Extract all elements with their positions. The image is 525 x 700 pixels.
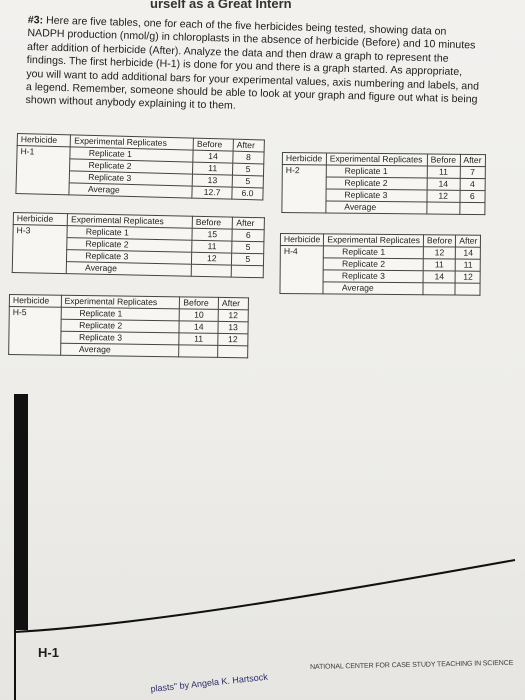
before-value: 11 <box>423 259 455 271</box>
before-value: 15 <box>192 228 233 241</box>
col-replicates: Experimental Replicates <box>324 234 424 247</box>
after-value: 5 <box>232 163 263 176</box>
col-herbicide: Herbicide <box>280 234 323 246</box>
before-value: 14 <box>427 178 460 190</box>
row-label: Replicate 1 <box>70 147 193 162</box>
herbicide-id: H-1 <box>16 146 71 195</box>
after-value: 5 <box>232 175 263 188</box>
row-label: Average <box>323 282 423 295</box>
row-label: Replicate 3 <box>60 331 179 345</box>
after-value: 6.0 <box>232 187 263 200</box>
before-value: 13 <box>192 174 232 187</box>
footer-attribution: plasts" by Angela K. Hartsock <box>150 671 269 694</box>
footer-publisher: NATIONAL CENTER FOR CASE STUDY TEACHING IN SCIENCE <box>310 659 514 671</box>
before-value <box>191 264 232 277</box>
row-label: Average <box>69 183 192 198</box>
col-replicates: Experimental Replicates <box>61 295 180 309</box>
col-herbicide: Herbicide <box>13 213 67 226</box>
herbicide-table-h4 <box>279 233 481 296</box>
col-after: After <box>233 217 265 230</box>
row-label: Replicate 3 <box>326 189 427 202</box>
row-label: Average <box>60 343 179 357</box>
col-before: Before <box>423 235 455 247</box>
row-label: Replicate 1 <box>326 165 427 178</box>
herbicide-table-h3 <box>12 212 265 278</box>
col-herbicide: Herbicide <box>282 153 326 165</box>
before-value: 14 <box>423 271 455 283</box>
before-value: 12.7 <box>192 186 232 199</box>
after-value <box>455 283 480 295</box>
col-replicates: Experimental Replicates <box>326 153 427 166</box>
herbicide-table-h2 <box>281 152 486 215</box>
col-replicates: Experimental Replicates <box>67 214 192 229</box>
after-value: 12 <box>218 333 248 345</box>
before-value: 10 <box>180 309 219 322</box>
page-header: urself as a Great Intern <box>150 0 292 11</box>
herbicide-id: H-2 <box>282 165 326 213</box>
before-value <box>423 283 455 295</box>
after-value: 14 <box>456 247 481 259</box>
col-before: Before <box>180 297 219 310</box>
col-before: Before <box>427 154 460 166</box>
before-value: 11 <box>427 166 460 178</box>
before-value: 14 <box>179 321 218 334</box>
before-value: 11 <box>192 240 233 253</box>
x-axis-label: H-1 <box>38 645 59 660</box>
table-header-row <box>280 234 481 248</box>
after-value: 5 <box>232 241 264 254</box>
after-value <box>232 265 264 278</box>
row-label: Replicate 1 <box>61 307 180 321</box>
row-label: Replicate 2 <box>323 258 423 271</box>
after-value: 4 <box>460 178 486 190</box>
row-label: Replicate 3 <box>70 171 193 186</box>
table-row <box>282 165 485 179</box>
col-after: After <box>218 297 248 309</box>
question-prompt <box>25 14 482 121</box>
after-value: 5 <box>232 253 264 266</box>
row-label: Replicate 2 <box>67 238 192 253</box>
x-axis-line <box>15 560 515 632</box>
after-value: 6 <box>459 190 485 202</box>
col-herbicide: Herbicide <box>17 134 71 147</box>
after-value: 12 <box>218 309 248 321</box>
before-value: 11 <box>179 333 218 346</box>
table-row <box>280 246 481 260</box>
before-value: 12 <box>191 252 232 265</box>
h1-bar <box>14 394 28 630</box>
after-value: 11 <box>455 259 480 271</box>
before-value <box>179 345 218 358</box>
herbicide-id: H-3 <box>12 225 67 274</box>
row-label: Replicate 3 <box>67 250 192 265</box>
started-graph <box>0 370 525 700</box>
herbicide-id: H-4 <box>280 246 324 294</box>
before-value: 12 <box>423 247 455 259</box>
after-value: 12 <box>455 271 480 283</box>
row-label: Replicate 1 <box>67 226 192 241</box>
row-label: Average <box>66 262 191 277</box>
question-text: Here are five tables, one for each of the five herbicides being tested, showing data on NADPH production (nmol/g) in chloroplasts in the absence of herbicide (Before) and 10 minutes after addition of herbicide (After). Analyze the data and then draw a graph to represent the findings. The first herbicide (H-1) is done for you and there is a graph started. As appropriate, you will want to add additional bars for your experimental values, axis numbering and labels, and a legend. Remember, someone should be able to look at your graph and figure out what is being shown without anybody explaining it to them. <box>25 14 480 113</box>
after-value: 6 <box>232 229 264 242</box>
row-label: Replicate 2 <box>70 159 193 174</box>
after-value <box>218 345 248 357</box>
after-value: 13 <box>218 321 248 333</box>
col-after: After <box>456 235 481 247</box>
after-value <box>459 202 485 214</box>
before-value: 11 <box>193 162 233 175</box>
question-number: #3: <box>27 14 44 27</box>
col-after: After <box>460 154 486 166</box>
col-replicates: Experimental Replicates <box>71 135 194 150</box>
before-value <box>427 202 460 214</box>
col-herbicide: Herbicide <box>9 295 61 308</box>
herbicide-table-h1 <box>15 133 265 200</box>
herbicide-table-h5 <box>8 294 249 358</box>
col-before: Before <box>193 138 233 151</box>
after-value: 7 <box>460 166 486 178</box>
row-label: Replicate 3 <box>323 270 423 283</box>
col-before: Before <box>192 216 233 229</box>
herbicide-id: H-5 <box>9 307 61 356</box>
row-label: Average <box>326 201 427 214</box>
after-value: 8 <box>233 151 264 164</box>
col-after: After <box>233 139 264 152</box>
row-label: Replicate 2 <box>326 177 427 190</box>
row-label: Replicate 2 <box>61 319 180 333</box>
before-value: 12 <box>427 190 460 202</box>
row-label: Replicate 1 <box>324 246 424 259</box>
before-value: 14 <box>193 150 233 163</box>
